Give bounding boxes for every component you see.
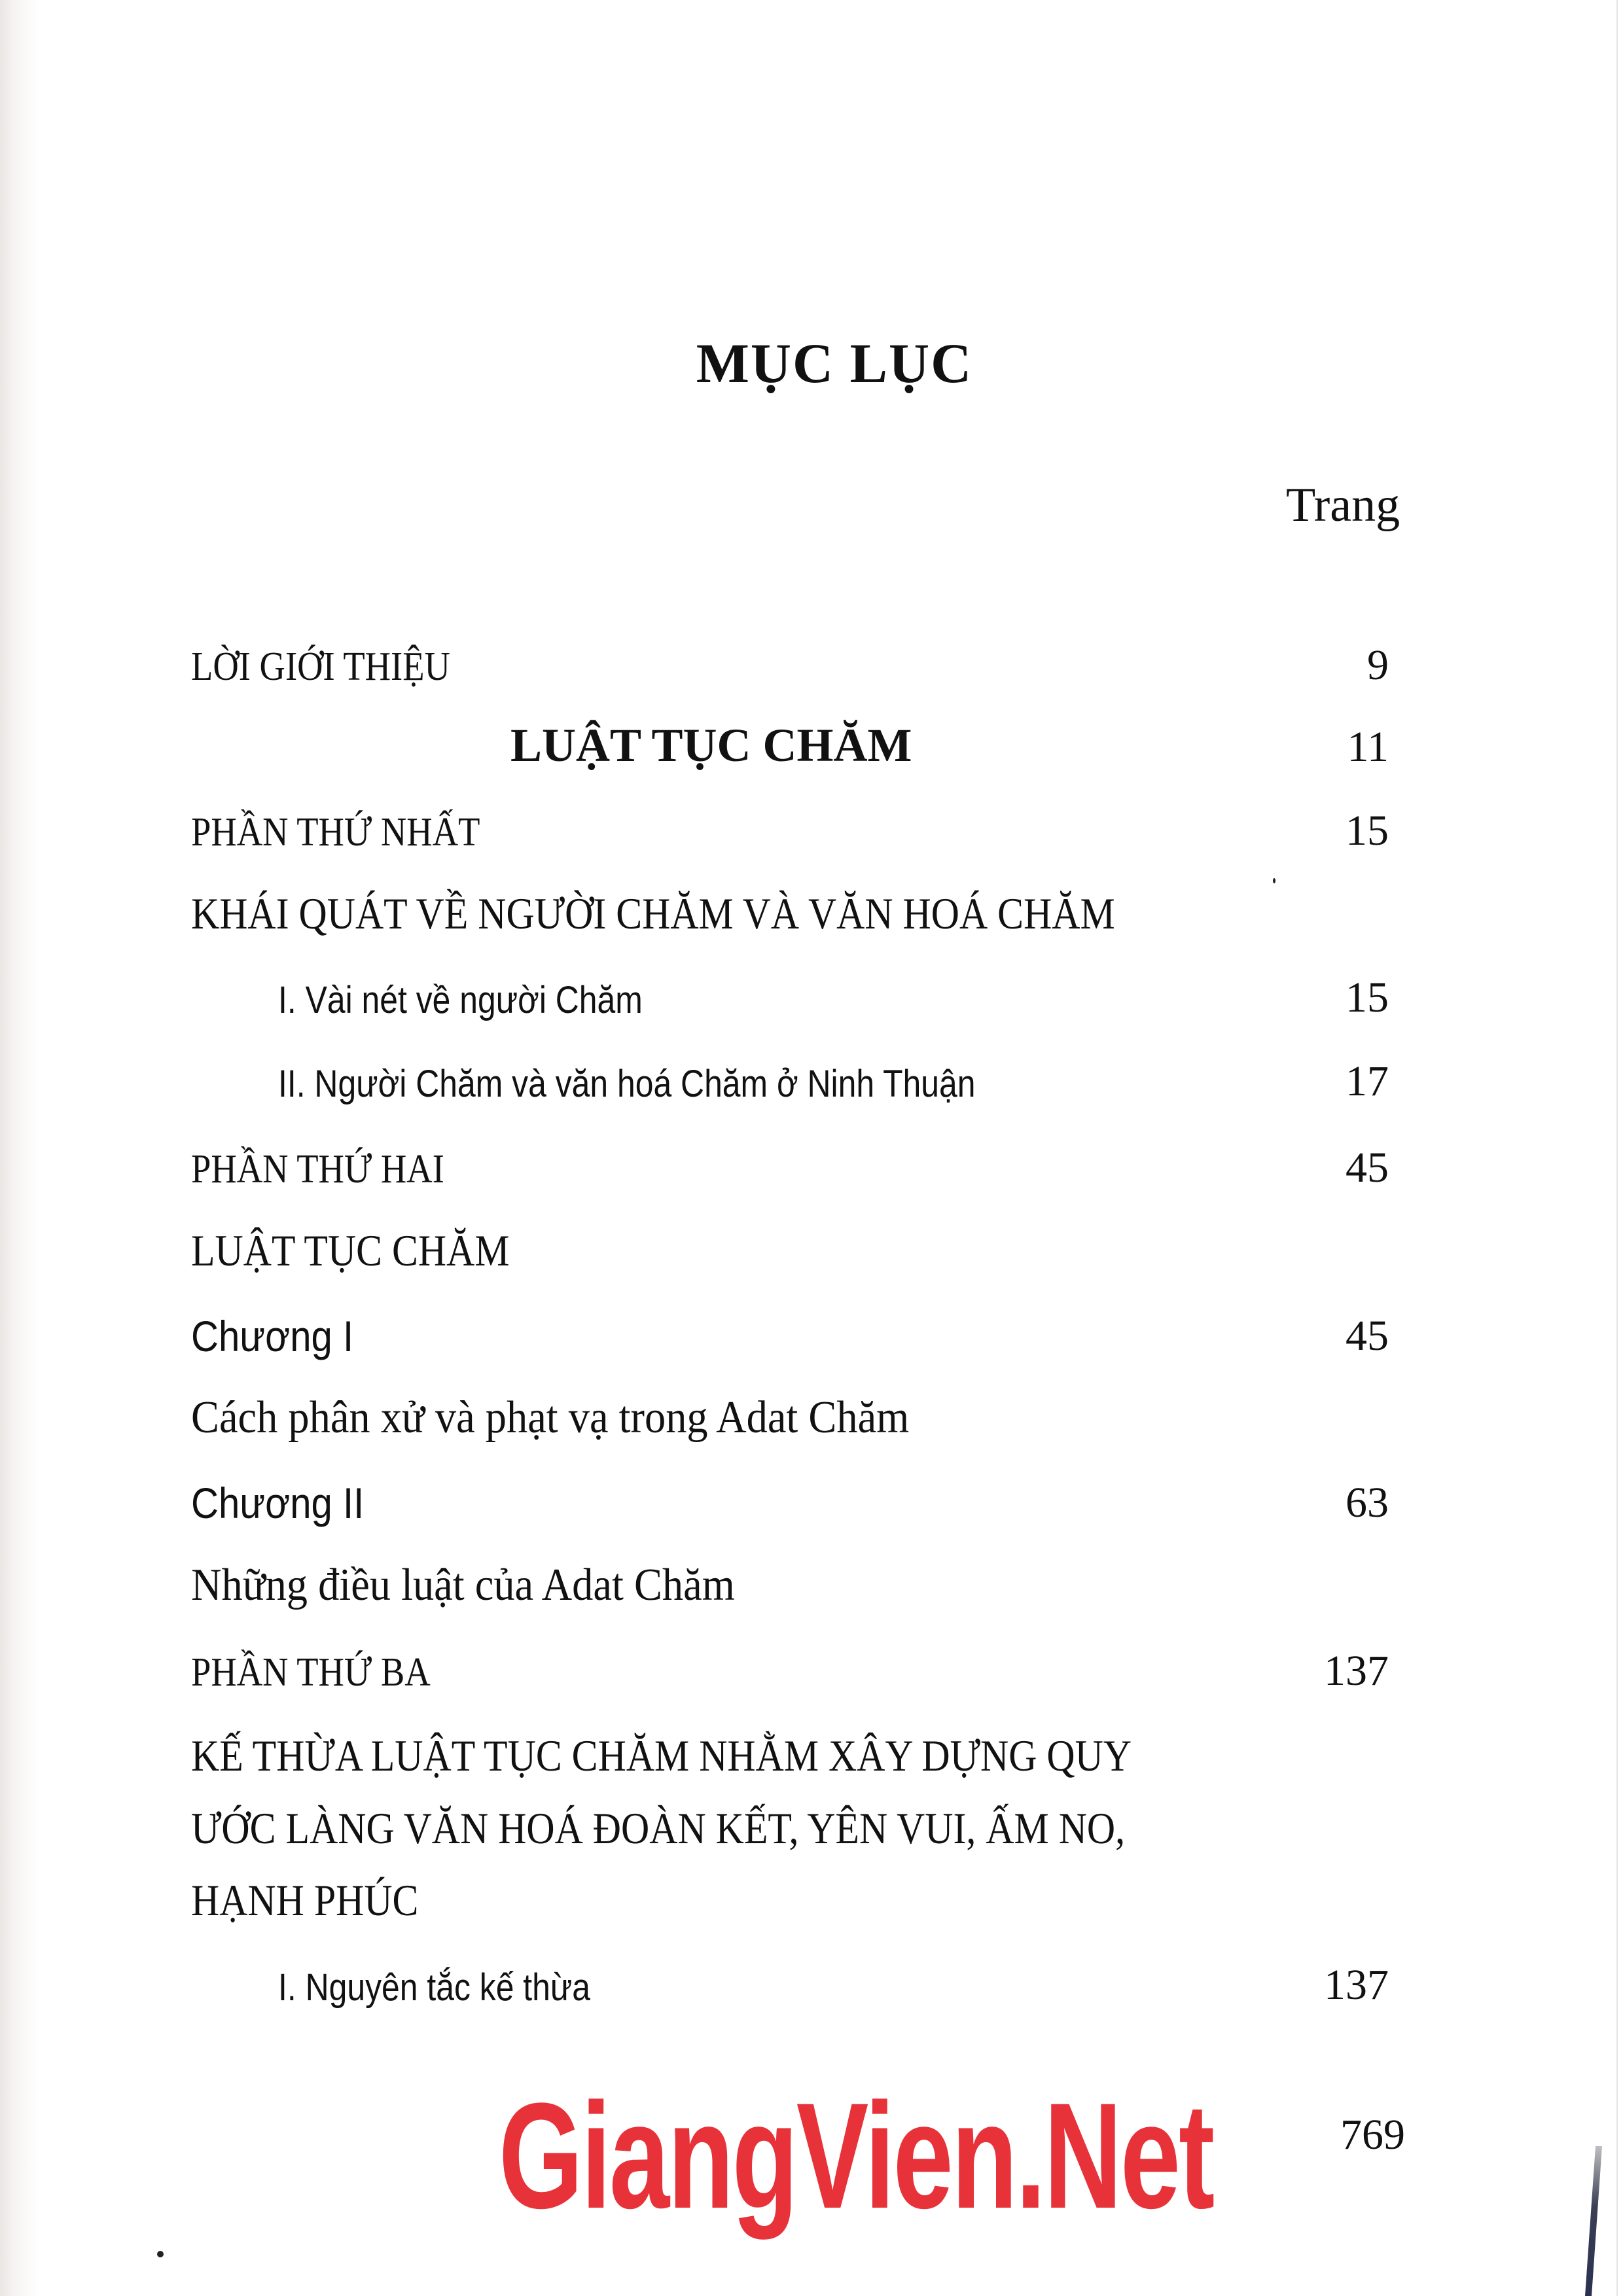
toc-entry-label: I. Nguyên tắc kế thừa — [278, 1966, 591, 2009]
toc-entry-label: LỜI GIỚI THIỆU — [191, 645, 450, 689]
toc-entry-label: Cách phân xử và phạt vạ trong Adat Chăm — [191, 1392, 910, 1443]
toc-entry-label: PHẦN THỨ NHẤT — [191, 810, 480, 855]
toc-entry-page: 45 — [1346, 1144, 1389, 1192]
toc-entry-label: Những điều luật của Adat Chăm — [191, 1560, 735, 1610]
toc-entry[interactable] — [191, 1299, 1389, 1358]
toc-entry-label: LUẬT TỤC CHĂM — [191, 1226, 510, 1275]
toc-entry-continuation[interactable] — [191, 1792, 1389, 1853]
toc-entry-page: 137 — [1324, 1961, 1389, 2009]
toc-entry-label: I. Vài nét về người Chăm — [278, 979, 643, 1021]
toc-entry[interactable] — [278, 1948, 1389, 2007]
toc-entry-page: 45 — [1346, 1312, 1389, 1360]
toc-entry-page: 15 — [1346, 807, 1389, 855]
toc-entry[interactable] — [191, 1719, 1389, 1778]
toc-entry-page: 137 — [1324, 1647, 1389, 1695]
toc-entry[interactable] — [191, 794, 1389, 853]
page-column-label: Trang — [1286, 478, 1400, 532]
toc-entry[interactable] — [191, 628, 1389, 687]
toc-entry-label: KHÁI QUÁT VỀ NGƯỜI CHĂM VÀ VĂN HOÁ CHĂM — [191, 889, 1115, 938]
toc-entry[interactable] — [278, 961, 1389, 1019]
toc-entry[interactable] — [191, 1549, 1389, 1608]
page-number: 769 — [1340, 2111, 1405, 2159]
toc-entry[interactable] — [191, 1466, 1389, 1525]
watermark-logo: GiangVien.Net — [499, 2072, 1213, 2240]
toc-entry[interactable] — [191, 1131, 1389, 1190]
toc-entry-continuation[interactable] — [191, 1863, 1389, 1925]
toc-entry[interactable] — [191, 1382, 1389, 1441]
toc-entry[interactable] — [191, 710, 1389, 769]
toc-entry-label: II. Người Chăm và văn hoá Chăm ở Ninh Thuận — [278, 1063, 976, 1105]
scan-speck — [157, 2251, 164, 2257]
toc-entry-page: 11 — [1347, 723, 1389, 771]
scan-speck — [1273, 878, 1275, 883]
toc-entry[interactable] — [191, 877, 1389, 936]
book-spine-edge — [1585, 2146, 1602, 2296]
toc-entry-label: PHẦN THỨ HAI — [191, 1147, 444, 1192]
toc-entry-page: 9 — [1367, 641, 1389, 689]
toc-entry-label: ƯỚC LÀNG VĂN HOÁ ĐOÀN KẾT, YÊN VUI, ẤM NO, — [191, 1803, 1126, 1853]
toc-entry-page: 63 — [1346, 1479, 1389, 1527]
toc-entry[interactable] — [191, 1214, 1389, 1273]
toc-entry-label: Chương II — [191, 1479, 365, 1527]
page-title: MỤC LỤC — [696, 332, 973, 395]
toc-entry-label: PHẦN THỨ BA — [191, 1650, 431, 1695]
toc-entry[interactable] — [278, 1044, 1389, 1103]
toc-entry[interactable] — [191, 1634, 1389, 1693]
toc-entry-label: HẠNH PHÚC — [191, 1875, 419, 1925]
toc-entry-label: Chương I — [191, 1312, 354, 1360]
toc-entry-label: KẾ THỪA LUẬT TỤC CHĂM NHẰM XÂY DỰNG QUY — [191, 1731, 1132, 1780]
toc-entry-page: 17 — [1346, 1057, 1389, 1105]
toc-part-heading: LUẬT TỤC CHĂM — [510, 719, 912, 771]
toc-entry-page: 15 — [1346, 974, 1389, 1021]
